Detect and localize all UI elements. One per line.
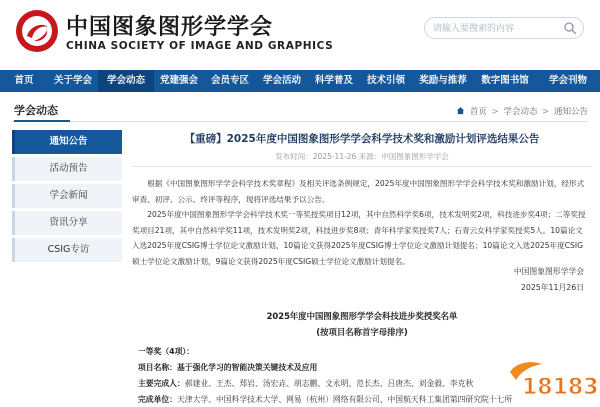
list-title: 2025年度中国图象图形学学会科技进步奖授奖名单 [266,311,458,321]
breadcrumb-home[interactable]: 首页 [469,107,487,117]
csig-logo-icon[interactable] [14,8,60,54]
nav-members[interactable]: 会员专区 [210,75,249,86]
sidebar-item-interviews[interactable]: CSIG专访 [12,238,122,262]
project-line [138,362,317,373]
nav-library[interactable]: 数字图书馆 [481,75,529,86]
project-name: 基于强化学习的智能决策关键技术及应用 [176,363,318,372]
search-icon[interactable] [563,21,577,35]
divider [132,166,592,167]
people-label: 主要完成人： [138,379,185,388]
prize-level [138,346,194,357]
search-box [424,17,584,39]
people-names: 郝建业、王杰、郑岩、汤宏垚、胡志鹏、文永明、范长杰、吕唐杰、刘金毅、李克秋 [184,379,474,388]
list-subtitle: (按项目名称首字母排序) [316,327,408,337]
article-meta: 发布时间：2025-11-26 来源：中国图象图形学学会 [275,152,449,161]
prize-level-label: 一等奖（4项）： [138,347,195,356]
sidebar-item-news[interactable]: 学会新闻 [12,184,122,208]
units-line [138,394,512,405]
project-label: 项目名称： [138,363,177,372]
article-body [132,176,588,269]
breadcrumb-current[interactable]: 通知公告 [553,107,588,117]
article-title: 【重磅】2025年度中国图象图形学学会科学技术奖和激励计划评选结果公告 [184,133,540,145]
nav-activities[interactable]: 学会活动 [262,75,301,86]
signature-date: 2025年11月26日 [520,283,584,292]
section-header [12,100,588,122]
units-label: 完成单位： [138,395,177,404]
watermark-logo [502,354,600,407]
nav-journals[interactable]: 学会刊物 [548,75,587,86]
main-nav [0,70,600,92]
nav-news[interactable]: 学会动态 [98,70,154,92]
watermark-text: 18183 [522,375,599,400]
breadcrumb-separator: > [542,107,550,117]
signature-org: 中国图象图形学学会 [513,267,584,276]
nav-home[interactable]: 首页 [14,75,34,86]
sidebar-item-notices[interactable]: 通知公告 [12,130,122,154]
site-header [0,0,600,70]
site-name-en: CHINA SOCIETY OF IMAGE AND GRAPHICS [66,40,334,52]
breadcrumb [456,105,588,117]
article-paragraph: 根据《中国图象图形学学会科学技术奖章程》及相关评选条例规定，2025年度中国图象图形学学会科学技术奖和激励计划，经形式审查、初评、公示、终评等程序，现将评选结果予以公告。 [132,179,585,204]
units-names: 天津大学、中国科学技术大学、网易（杭州）网络有限公司、中国航天科工集团第四研究院十七所 [176,395,513,404]
home-icon [456,106,465,115]
sidebar-item-previews[interactable]: 活动预告 [12,157,122,181]
nav-party[interactable]: 党建强会 [159,75,198,86]
sidebar-item-info[interactable]: 资讯分享 [12,211,122,235]
nav-awards[interactable]: 奖励与推荐 [419,75,467,86]
search-input[interactable] [433,21,559,36]
nav-about[interactable]: 关于学会 [53,75,92,86]
article-paragraph: 2025年度中国图象图形学学会科学技术奖一等奖授奖项目12项，其中自然科学奖6项，技术发明奖2项，科技进步奖4项；二等奖授奖项目21项，其中自然科学奖11项，技术发明奖2项，科技进步奖8项；青年科学家奖授奖7人；石青云女科学家奖授奖5人。10篇论文入选2025年度CSIG博士学位论文激励计划，10篇论文获得2025年度CSIG博士学位论文激励计划提名；10篇论文入选2025年度CSIG硕士学位论文激励计划，9篇论文获得2025年度CSIG硕士学位论文激励计划提名。 [132,210,586,266]
section-title: 学会动态 [14,104,58,117]
breadcrumb-separator: > [491,107,499,117]
nav-tech[interactable]: 技术引领 [366,75,405,86]
site-name-cn[interactable]: 中国图象图形学学会 [66,15,274,40]
sidebar [12,130,122,265]
breadcrumb-news[interactable]: 学会动态 [503,107,538,117]
people-line [138,378,473,389]
nav-science[interactable]: 科学普及 [314,75,353,86]
